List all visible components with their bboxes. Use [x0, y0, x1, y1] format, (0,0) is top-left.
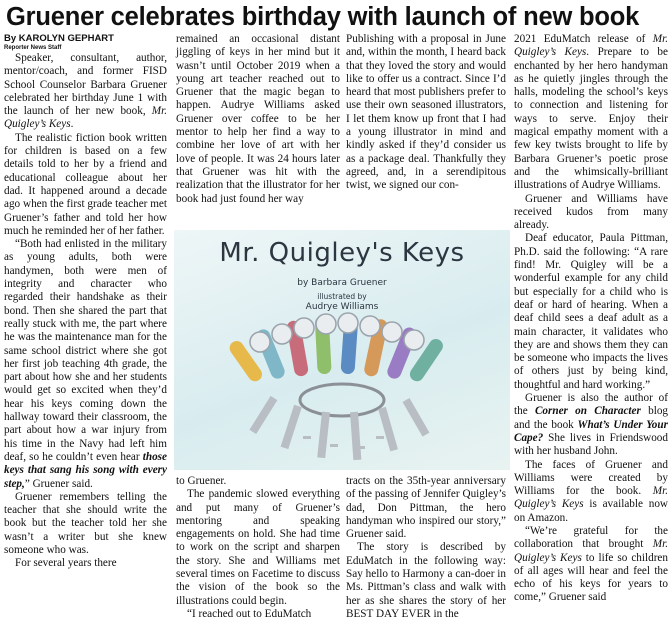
paragraph: Publishing with a proposal in June and, within the month, I heard back that they loved the story and would like to offer us a contract. Since I’d heard that most publishers prefer to use their own seasoned illustrators, I let them know up front that I had a young illustrator in mind and kindly asked if they’d consider us as a package deal. Thankfully they agreed, and, in a serendipitous twist, we signed our con-	[346, 33, 506, 192]
byline-role: Reporter News Staff	[4, 45, 62, 51]
paragraph: Speaker, consultant, author, mentor/coach, and former FISD School Counselor Barbara Gruener celebrated her birthday June 1 with the launch of her new book, Mr. Quigley’s Keys.	[4, 52, 167, 131]
blog-title: Corner on Character	[534, 405, 641, 418]
article-column-2-bottom	[176, 475, 340, 621]
paragraph: Deaf educator, Paula Pittman, Ph.D. said the following: “A rare find! Mr. Quigley will be a wonderful example for any child but especially for a child who is deaf or hard of hearing. When a deaf child sees a deaf adult as a main character, it validates who they are and shows them they can be someone who impacts the lives of others just by being kind, thoughtful and hard working.”	[514, 232, 668, 391]
article-column-4	[514, 33, 668, 625]
cover-illustrator: Audrye Williams	[305, 302, 379, 312]
book-title: Mr. Quigley’s Keys	[514, 538, 668, 564]
paragraph: “I reached out to EduMatch	[187, 607, 312, 620]
article-column-2-top	[176, 33, 340, 206]
paragraph: The story is described by EduMatch in the following way: Say hello to Harmony a can-doer in Ms. Pittman’s class and walk with her as she shares the story of her BEST DAY EVER in the	[346, 541, 506, 620]
paragraph: For several years there	[15, 557, 117, 570]
paragraph: Gruener and Williams have received kudos from many already.	[514, 192, 668, 232]
article-column-3-bottom	[346, 475, 506, 621]
book-title: Mr. Quigley’s Keys	[514, 485, 668, 511]
paragraph: The pandemic slowed everything and put many of Gruener’s mentoring and speaking engagements on hold. She had time to work on the script and sharpen the story. She and Williams met several times on Facetime to discuss the vision of the book so the illustrations could begin.	[176, 488, 340, 607]
paragraph: “We’re grateful for the collaboration that brought Mr. Quigley’s Keys to life so children of all ages will hear and feel the echo of his keys for years to come,” Gruener said	[514, 524, 668, 604]
paragraph: tracts on the 35th-year anniversary of the passing of Jennifer Quigley’s dad, Don Pittman, the hero handyman who inspired our story,” Gruener said.	[346, 475, 506, 541]
book-cover-image	[174, 230, 510, 470]
book-title: What’s Under Your Cape?	[514, 418, 668, 444]
cover-author: by Barbara Gruener	[297, 278, 387, 288]
headline: Gruener celebrates birthday with launch of new book	[6, 3, 640, 31]
paragraph: remained an occasional distant jiggling of keys in her mind but it wasn’t until October 2019 when a young art teacher reached out to Gruener that the magic began to happen. Audrye Williams asked Gruener over coffee to be her mentor to help her find a way to combine her love of art with her love of people. It was 24 hours later that Gruener was hit with the realization that the illustrator for her book had just found her way	[176, 33, 340, 205]
paragraph: to Gruener.	[176, 475, 227, 487]
emphasis-quote: those keys that sang his song with every step,	[4, 450, 167, 490]
book-title: Mr. Quigley’s Keys	[514, 33, 668, 59]
article-column-1	[4, 33, 167, 625]
byline: By KAROLYN GEPHART	[4, 33, 114, 44]
cover-title: Mr. Quigley's Keys	[219, 238, 465, 268]
article-column-3-top	[346, 33, 506, 193]
paragraph: Gruener remembers telling the teacher that she should write the book but the teacher told her she wasn’t a writer but she knew someone who was.	[4, 490, 167, 556]
paragraph: The faces of Gruener and Williams were created by Williams for the book. Mr. Quigley’s Keys is available now on Amazon.	[514, 458, 669, 524]
paragraph: “Both had enlisted in the military as young adults, both were handymen, both were men of integrity and character who regarded their handshake as their bond. Then she shared the part that really stuck with me, the part where he was the maintenance man for the same school district where she got her first job teaching 4th grade, the part about how she and her students would get so excited when they’d hear his keys coming down the hallway toward their classroom, the part about how a war injury from his time in the Navy had left him deaf, so he couldn’t even hear those keys that sang his song with every step,” Gruener said.	[4, 238, 167, 490]
paragraph: The realistic fiction book written for children is based on a few details told to her by a friend and educational colleague about her dad. It happened around a decade ago when the first grade teacher met Gruener’s father and told her how much he reminded her of her father.	[4, 131, 167, 237]
paragraph: 2021 EduMatch release of Mr. Quigley’s Keys. Prepare to be enchanted by her hero handyman as he quietly jingles through the halls, modeling the school’s keys to connection and listening for ways to serve. Enjoy their magical empathy moment with a few key twists brought to life by Barbara Gruener’s poetic prose and the whimsically-brilliant illustrations of Audrye Williams.	[514, 33, 668, 192]
book-title: Mr. Quigley’s Keys	[4, 105, 167, 131]
paragraph: Gruener is also the author of the Corner on Character blog and the book What’s Under Your Cape? She lives in Friendswood with her husband John.	[514, 392, 669, 458]
cover-illustrated-by: illustrated by	[317, 292, 367, 301]
